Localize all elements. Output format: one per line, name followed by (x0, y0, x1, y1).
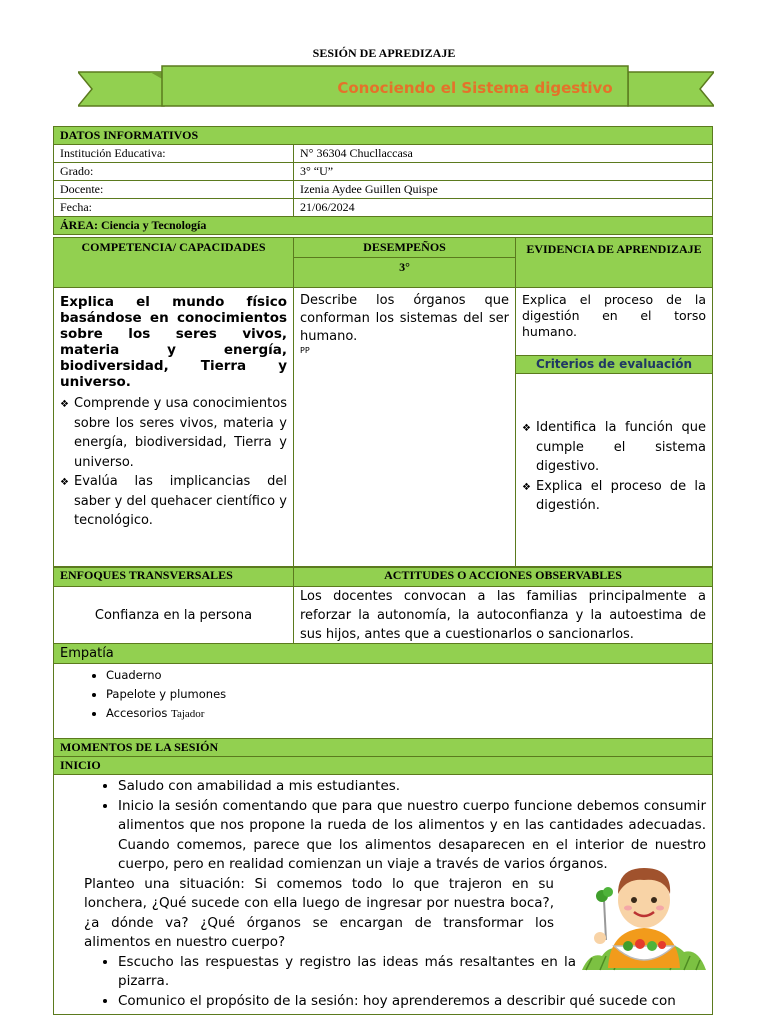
datos-informativos-table (53, 126, 713, 235)
criterios-list (522, 418, 706, 516)
enfoques-header: ENFOQUES TRANSVERSALES (54, 568, 294, 587)
inicio-list-2 (60, 953, 676, 1012)
info-value: N° 36304 Chucllaccasa (294, 145, 713, 163)
competencia-table (53, 237, 713, 567)
actitudes-header: ACTITUDES O ACCIONES OBSERVABLES (294, 568, 713, 587)
info-value: Izenia Aydee Guillen Quispe (294, 181, 713, 199)
info-label: Institución Educativa: (54, 145, 294, 163)
datos-heading: DATOS INFORMATIVOS (54, 127, 713, 145)
material-label: Accesorios (106, 706, 168, 720)
criterios-header: Criterios de evaluación (516, 356, 713, 374)
desempeno-text: Describe los órganos que conforman los sistemas del ser humano. (300, 293, 509, 344)
inicio-item: • Escucho las respuestas y registro las ideas más resaltantes en la pizarra. (118, 953, 576, 992)
materiales-list (60, 666, 706, 724)
material-item (106, 704, 706, 724)
enfoque-value: Confianza en la persona (54, 587, 294, 645)
empatia-heading: Empatía (54, 644, 713, 664)
capacidad-item: ❖ Evalúa las implicancias del saber y del quehacer científico y tecnológico. (60, 472, 287, 531)
info-label: Docente: (54, 181, 294, 199)
info-value: 21/06/2024 (294, 199, 713, 217)
momentos-heading: MOMENTOS DE LA SESIÓN (54, 739, 713, 757)
situacion-text: Planteo una situación: Si comemos todo lo que trajeron en su lonchera, ¿Qué sucede con ella luego de ingresar por nuestra boca?, ¿a dónde va? ¿Qué órganos se encargan de transformar los alimentos en nuestro cuerpo? (84, 875, 554, 950)
info-value: 3° “U” (294, 163, 713, 181)
grado-subheader: 3° (294, 258, 516, 288)
material-extra: Tajador (171, 708, 205, 720)
competencia-header: COMPETENCIA/ CAPACIDADES (54, 238, 294, 288)
capacidades-list (60, 394, 287, 531)
criterio-item: ❖ Identifica la función que cumple el sistema digestivo. (522, 418, 706, 477)
desempeno-note: PP (300, 346, 310, 355)
competencia-text: Explica el mundo físico basándose en conocimientos sobre los seres vivos, materia y energía, biodiversidad, Tierra y universo. (60, 294, 287, 390)
info-label: Grado: (54, 163, 294, 181)
info-label: Fecha: (54, 199, 294, 217)
area-heading: ÁREA: Ciencia y Tecnología (54, 217, 713, 235)
capacidad-item: ❖ Comprende y usa conocimientos sobre los seres vivos, materia y energía, biodiversidad, Tierra y universo. (60, 394, 287, 472)
material-item: • Cuaderno (106, 666, 706, 685)
evidencia-text: Explica el proceso de la digestión en el torso humano. (516, 288, 713, 356)
criterio-item: ❖ Explica el proceso de la digestión. (522, 477, 706, 516)
banner-title: Conociendo el Sistema digestivo (337, 79, 613, 97)
document-title: SESIÓN DE APREDIZAJE (312, 46, 456, 60)
inicio-heading: INICIO (54, 757, 713, 775)
child-eating-salad-illustration (580, 860, 708, 972)
inicio-item: • Inicio la sesión comentando que para que nuestro cuerpo funcione debemos consumir alimentos que nos propone la rueda de los alimentos y en las cantidades adecuadas. Cuando comemos, parece que los alimentos desaparecen en el interior de nuestro cuerpo, pero en realidad comienzan un viaje a través de varios órganos. (118, 797, 706, 875)
enfoques-table (53, 567, 713, 645)
inicio-item: • Comunico el propósito de la sesión: hoy aprenderemos a describir qué sucede con (118, 992, 720, 1012)
evidencia-header: EVIDENCIA DE APRENDIZAJE (516, 238, 713, 288)
actitud-text: Los docentes convocan a las familias principalmente a reforzar la autonomía, la autoconfianza y la autoestima de sus hijos, antes que a cuestionarlos o sancionarlos. (294, 587, 713, 645)
material-item: • Papelote y plumones (106, 685, 706, 704)
desempenos-header: DESEMPEÑOS (294, 238, 516, 258)
inicio-item: • Saludo con amabilidad a mis estudiantes. (118, 777, 706, 797)
